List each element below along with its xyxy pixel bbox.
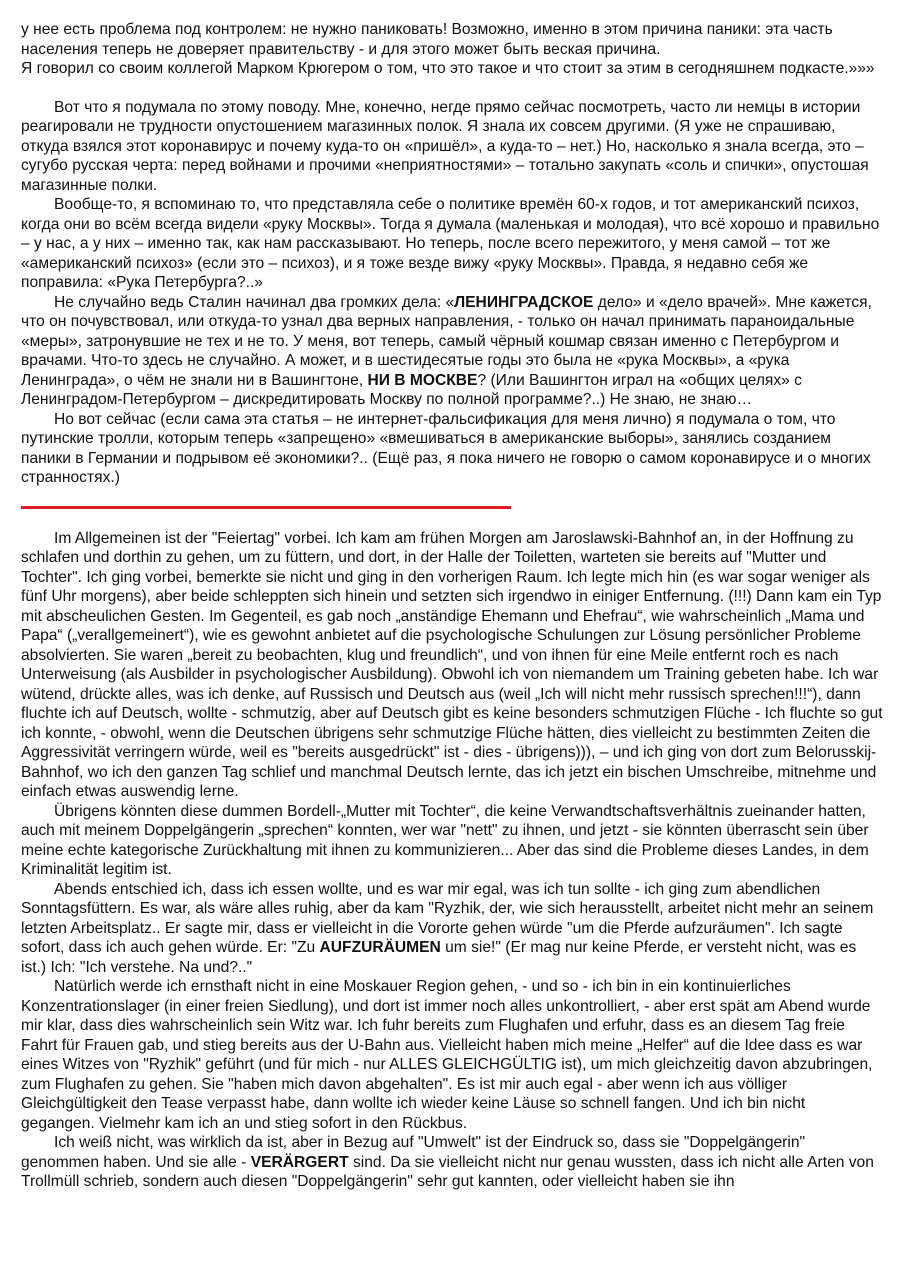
ru-p3-bold-moscow: НИ В МОСКВЕ — [367, 371, 478, 389]
ru-p3-text-e: ? (Или Вашингтон играл на «общих целях» с Ленинградом-Петербургом – дискредитировать Москву по полной программе?..) Не знаю, не знаю… — [21, 371, 802, 408]
paragraph-gap — [21, 79, 883, 98]
de-p3-text-c: um sie!" (Er mag nur keine Pferde, er versteht nicht, was es ist.) Ich: "Ich verstehe. Na und?.." — [21, 939, 857, 976]
red-divider-line — [21, 506, 511, 509]
ru-paragraph-2: Вообще-то, я вспоминаю то, что представляла себе о политике времён 60-х годов, и тот американский психоз, когда они во всём всегда видели «руку Москвы». Тогда я думала (маленькая и молодая), что всё хорошо и правильно – у нас, а у них – именно так, как нам рассказывают. Но теперь, после всего пережитого, у меня самой – тот же «американский психоз» (если это – психоз), и я тоже везде вижу «руку Москвы». Правда, я недавно себя же поправила: «Рука Петербурга?..» — [21, 196, 880, 291]
ru-paragraph-4: Но вот сейчас (если сама эта статья – не интернет-фальсификация для меня лично) я подумала о том, что путинские тролли, которым теперь «запрещено» «вмешиваться в американские выборы», занялись созданием паники в Германии и подрывом её экономики?.. (Ещё раз, я пока ничего не говорю о самом коронавирусе и о многих странностях.) — [21, 410, 871, 486]
de-p5-text-c: sind. Da sie vielleicht nicht nur genau wussten, dass ich nicht alle Arten von Trollmüll schrieb, sondern auch diesen "Doppelgängerin" sehr gut kannten, oder vielleicht haben sie ihn — [21, 1153, 874, 1190]
de-paragraph-2: Übrigens könnten diese dummen Bordell-„Mutter mit Tochter“, die keine Verwandtschaftsverhältnis zueinander hatten, auch mit meinem Doppelgängerin „sprechen“ konnten, wer war "nett" zu ihnen, und jetzt - sie könnten überrascht sein über meine echte kategorische Zurückhaltung mit ihnen zu kommunizieren... Aber das sind die Probleme dieses Landes, in dem Kriminalität legitim ist. — [21, 802, 869, 878]
ru-p3-text-a: Не случайно ведь Сталин начинал два громких дела: « — [54, 293, 455, 311]
de-p3-bold-aufzuraeumen: AUFZURÄUMEN — [319, 939, 441, 956]
ru-paragraph-3 — [21, 293, 883, 410]
de-p3-text-a: Abends entschied ich, dass ich essen wollte, und es war mir egal, was ich tun sollte - ich ging zum abendlichen Sonntagsfüttern. Es war, als wäre alles ruhig, aber da kam "Ryzhik, der, wie sich herausstellt, arbeitet nicht mehr an seinem letzten Arbeitsplatz.. Er sagte mir, dass er vielleicht in die Vororte gehen würde "um die Pferde aufzuräumen". Ich sagte sofort, dass ich auch gehen würde. Er: "Zu — [21, 880, 874, 956]
ru-paragraph-0: у нее есть проблема под контролем: не нужно паниковать! Возможно, именно в этом причина паники: эта часть населения теперь не доверяет правительству - и для этого может быть веская причина. — [21, 21, 833, 58]
de-paragraph-5 — [21, 1133, 883, 1192]
de-p5-text-a: Ich weiß nicht, was wirklich da ist, aber in Bezug auf "Umwelt" ist der Eindruck so, dass sie "Doppelgängerin" genommen haben. Und sie alle - — [21, 1134, 806, 1171]
ru-paragraph-1: Вот что я подумала по этому поводу. Мне, конечно, негде прямо сейчас посмотреть, часто ли немцы в истории реагировали не трудности опустошением магазинных полок. Я знала их совсем другими. (Я уже не спрашиваю, откуда взялся этот коронавирус и почему куда-то он «пришёл», а куда-то – нет.) Но, насколько я знала всегда, это – сугубо русская черта: перед войнами и прочими «неприятностями» – тотально закупать «соль и спички», опустошая магазинные полки. — [21, 98, 869, 194]
de-p5-bold-veraergert: VERÄRGERT — [250, 1153, 349, 1171]
ru-p3-bold-leningrad: ЛЕНИНГРАДСКОЕ — [454, 293, 594, 311]
ru-paragraph-0b: Я говорил со своим коллегой Марком Крюгером о том, что это такое и что стоит за этим в сегодняшнем подкасте.»»» — [21, 60, 875, 77]
document-page — [21, 20, 883, 1192]
de-paragraph-1: Im Allgemeinen ist der "Feiertag" vorbei. Ich kam am frühen Morgen am Jaroslawski-Bahnhof an, in der Hoffnung zu schlafen und dorthin zu gehen, um zu füttern, und dort, in der Halle der Toiletten, warteten sie bereits auf "Mutter und Tochter". Ich ging vorbei, bemerkte sie nicht und ging in den vorherigen Raum. Ich legte mich hin (es war sogar weniger als fünf Uhr morgens), aber beide schleppten sich hinein und setzten sich irgendwo in einiger Entfernung. (!!!) Dann kam ein Typ mit abscheulichen Gesten. Im Gegenteil, es gab noch „anständige Ehemann und Ehefrau“, wie wahrscheinlich „Mama und Papa“ („verallgemeinert“), wie es gewohnt anbietet auf die psychologische Schulungen zur Lösung persönlicher Probleme absolvierten. Sie waren „bereit zu beobachten, klug und freundlich“, und von ihnen für eine Meile entfernt roch es nach Unterweisung (als Ausbilder in psychologischer Ausbildung). Obwohl ich von niemandem um Training gebeten habe. Ich war wütend, drückte alles, was ich denke, auf Russisch und Deutsch aus (weil „Ich will nicht mehr russisch sprechen!!!“), dann fluchte ich auf Deutsch, wollte - schmutzig, aber auf Deutsch gibt es keine besonders schmutzigen Flüche - Ich fluchte so gut ich konnte, - obwohl, wenn die Deutschen übrigens sehr schmutzige Flüche hätten, dies vielleicht zu bestimmten Zeiten die Aggressivität verringern würde, weil es "bereits ausgedrückt" ist - dies - übrigens))), – und ich ging von dort zum Belorusskij-Bahnhof, wo ich den ganzen Tag schlief und manchmal Deutsch lernte, das ich jetzt ein bischen Umschreibe, mitnehme und einfach etwas auswendig lerne. — [21, 529, 883, 800]
de-paragraph-3 — [21, 880, 883, 978]
ru-p3-text-c: дело» и «дело врачей». Мне кажется, что он почувствовал, или откуда-то узнал два верных направления, - только он начал принимать параноидальные «меры», затронувшие не тех и не то. У меня, вот теперь, самый чёрный кошмар связан именно с Петербургом и врачами. Что-то здесь не случайно. А может, и в шестидесятые годы это была не «рука Москвы», а «рука Ленинграда», о чём не знали ни в Вашингтоне, — [21, 293, 872, 389]
de-paragraph-4: Natürlich werde ich ernsthaft nicht in eine Moskauer Region gehen, - und so - ich bin in ein kontinuierliches Konzentrationslager (in einer freien Siedlung), und dort ist immer noch alles unkontrolliert, - aber erst spät am Abend wurde mir klar, dass dies wahrscheinlich sein Witz war. Ich fuhr bereits zum Flughafen und erfuhr, dass es an diesem Tag freie Fahrt für Frauen gab, und stieg bereits aus der U-Bahn aus. Vielleicht haben mich meine „Helfer“ auf die Idee dass es war eines Witzes von "Ryzhik" geführt (und für mich - nur ALLES GLEICHGÜLTIG ist), um mich gleichzeitig davon abzubringen, zum Flughafen zu gehen. Sie "haben mich davon abgehalten". Es ist mir auch egal - aber wenn ich aus völliger Gleichgültigkeit den Tease verpasst habe, dann wollte ich wieder keine Läuse so schnell fangen. Und ich bin nicht gegangen. Vielmehr kam ich an und stieg sofort in den Rückbus. — [21, 978, 873, 1132]
